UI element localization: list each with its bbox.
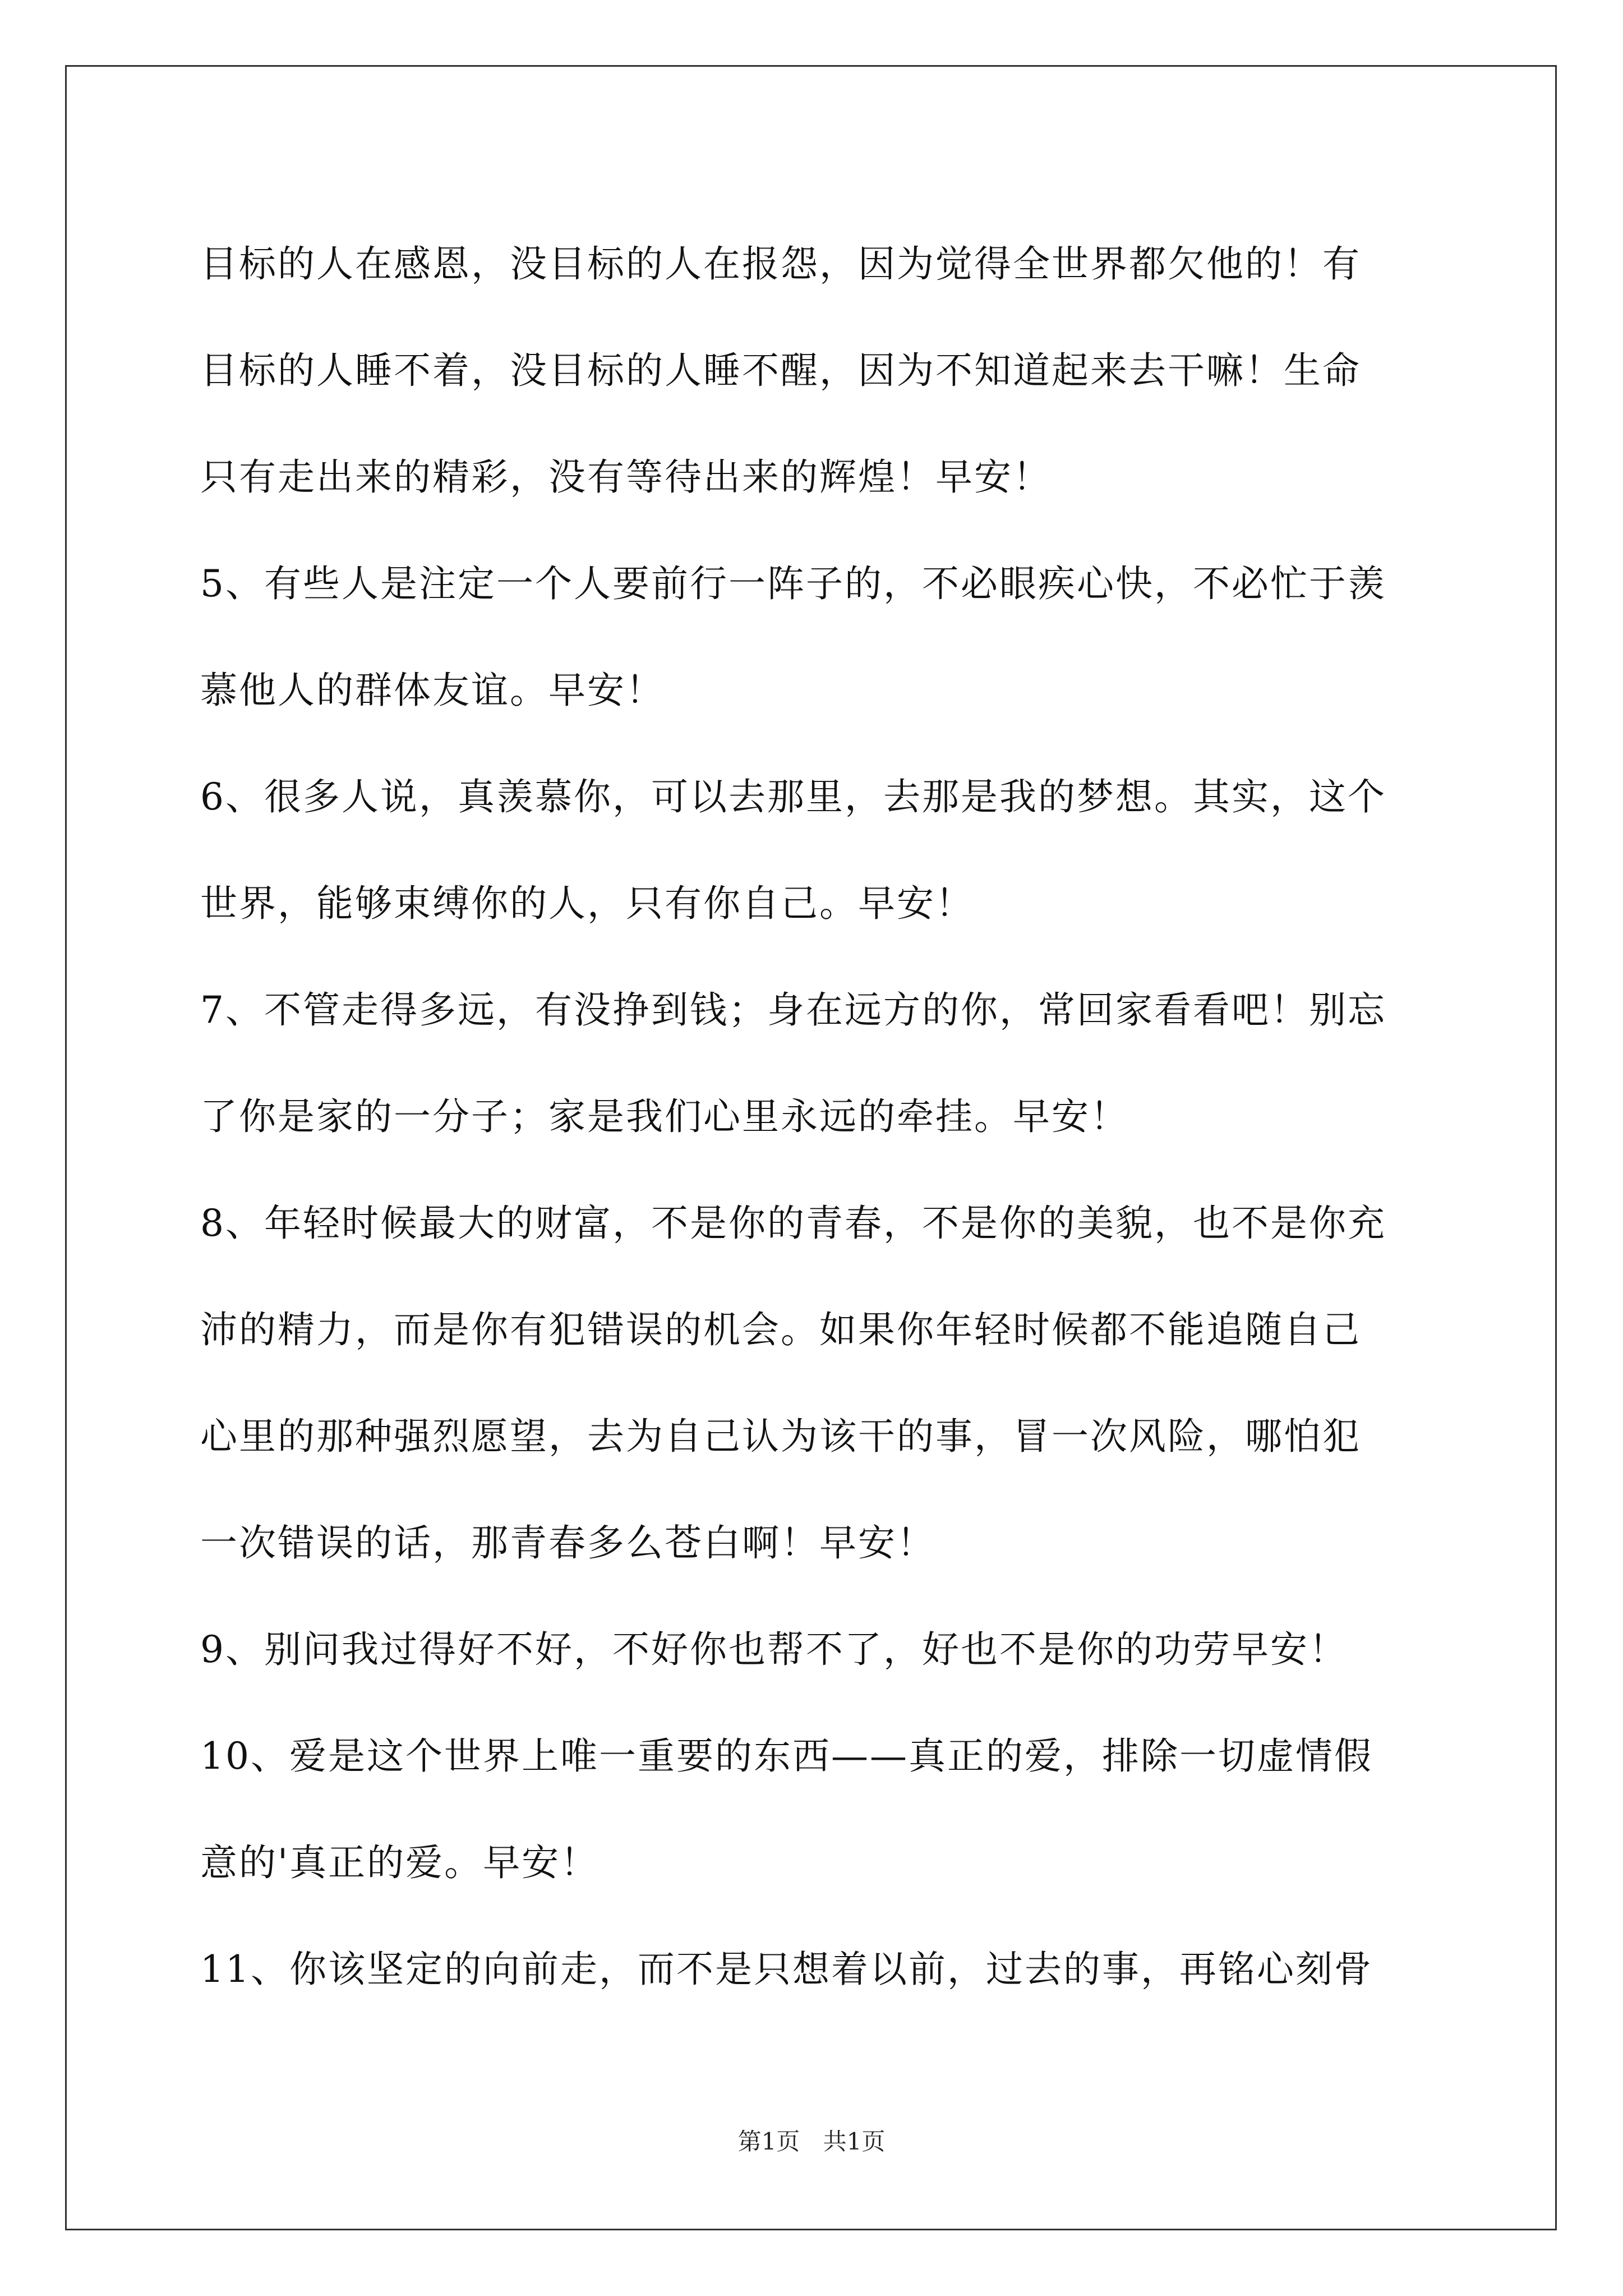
page-number: 第1页 <box>737 2128 800 2155</box>
text-line: 7、不管走得多远，有没挣到钱；身在远方的你，常回家看看吧！别忘 <box>200 988 1386 1032</box>
text-line: 心里的那种强烈愿望，去为自己认为该干的事，冒一次风险，哪怕犯 <box>200 1415 1361 1458</box>
text-line: 6、很多人说，真羡慕你，可以去那里，去那是我的梦想。其实，这个 <box>200 775 1386 818</box>
text-line: 慕他人的群体友谊。早安！ <box>200 669 665 712</box>
text-line: 10、爱是这个世界上唯一重要的东西——真正的爱，排除一切虚情假 <box>200 1734 1373 1778</box>
text-line: 意的'真正的爱。早安！ <box>200 1841 600 1884</box>
text-line: 目标的人睡不着，没目标的人睡不醒，因为不知道起来去干嘛！生命 <box>200 349 1361 392</box>
text-line: 沛的精力，而是你有犯错误的机会。如果你年轻时候都不能追随自己 <box>200 1308 1361 1351</box>
text-line: 只有走出来的精彩，没有等待出来的辉煌！早安！ <box>200 455 1052 499</box>
text-line: 了你是家的一分子；家是我们心里永远的牵挂。早安！ <box>200 1095 1129 1138</box>
text-line: 一次错误的话，那青春多么苍白啊！早安！ <box>200 1521 935 1565</box>
page-footer <box>0 2123 1623 2157</box>
text-line: 8、年轻时候最大的财富，不是你的青春，不是你的美貌，也不是你充 <box>200 1202 1386 1245</box>
text-line: 5、有些人是注定一个人要前行一阵子的，不必眼疾心快，不必忙于羡 <box>200 562 1386 605</box>
text-line: 9、别问我过得好不好，不好你也帮不了，好也不是你的功劳早安！ <box>200 1628 1348 1671</box>
document-body <box>200 211 1428 2023</box>
page-total: 共1页 <box>823 2128 886 2155</box>
text-line: 目标的人在感恩，没目标的人在报怨，因为觉得全世界都欠他的！有 <box>200 242 1361 286</box>
text-line: 世界，能够束缚你的人，只有你自己。早安！ <box>200 882 974 925</box>
text-line: 11、你该坚定的向前走，而不是只想着以前，过去的事，再铭心刻骨 <box>200 1948 1373 1991</box>
